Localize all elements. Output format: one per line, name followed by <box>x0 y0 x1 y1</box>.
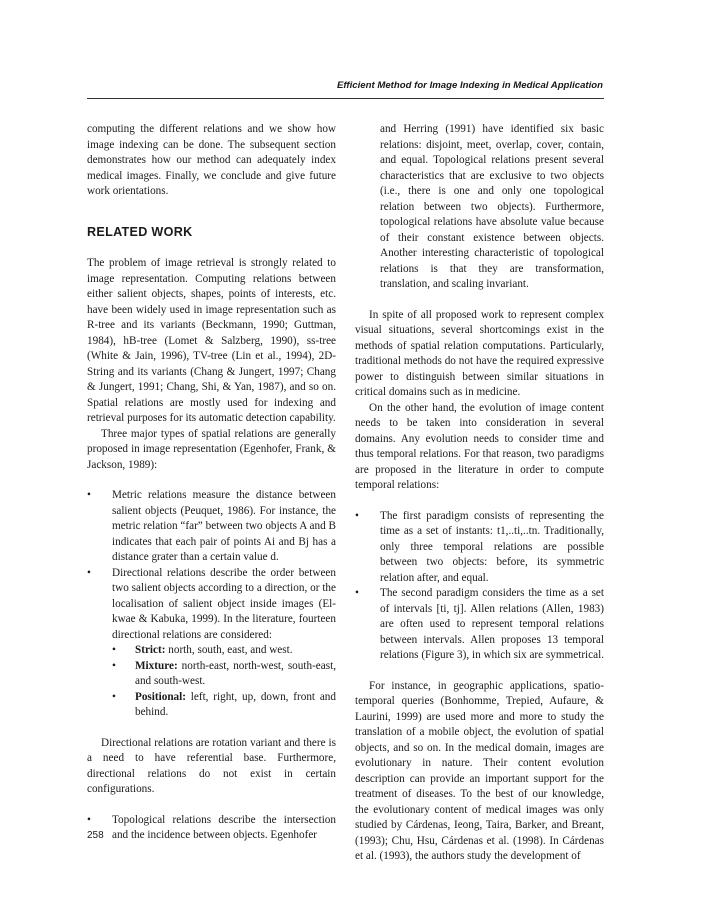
section-heading: RELATED WORK <box>87 224 193 239</box>
term-text: left, right, up, down, front and behind. <box>135 690 336 718</box>
bullet-text: The first paradigm consists of representing the time as a set of instants: t1,..ti,..tn. Traditionally, only three temporal relations are possible between two objects: before, its symmetric relation after, and equal. <box>380 509 604 584</box>
bullet-icon: • <box>87 566 91 579</box>
paragraph: Three major types of spatial relations are generally proposed in image representation (Egenhofer, Frank, & Jackson, 1989): <box>87 427 336 471</box>
term-label: Positional: <box>135 690 186 703</box>
sub-bullet-item <box>87 643 336 659</box>
intro-paragraph: computing the different relations and we show how image indexing can be done. The subsequent section demonstrates how our method can adequately index medical images. Finally, we conclude and give future work orientations. <box>87 123 336 197</box>
paragraph: Directional relations are rotation variant and there is a need to have referential base. Furthermore, directional relations do not exist in certain configurations. <box>87 736 336 795</box>
right-column <box>355 122 604 865</box>
bullet-text: Directional relations describe the order between two salient objects according to a direction, or the localisation of salient object inside images (El-kwae & Kabuka, 1999). In the literature, fourteen directional relations are considered: <box>112 566 336 641</box>
bullet-icon: • <box>112 644 116 656</box>
bullet-text: Metric relations measure the distance between salient objects (Peuquet, 1986). For instance, the metric relation “far” between two objects A and B indicates that each pair of points Ai and Bj has a distance grater than a certain value d. <box>112 489 336 563</box>
sub-bullet-item <box>87 659 336 690</box>
bullet-icon: • <box>87 813 91 826</box>
page-number: 258 <box>87 830 104 841</box>
term-text: north-east, north-west, south-east, and south-west. <box>135 659 336 687</box>
paragraph: On the other hand, the evolution of image content needs to be taken into consideration in several domains. Any evolution needs to consider time and thus temporal relations. For that reason, two paradigms are proposed in the literature in order to compute temporal relations: <box>355 401 604 491</box>
term-text: north, south, east, and west. <box>165 644 293 656</box>
sub-bullet-item <box>87 690 336 721</box>
paragraph: In spite of all proposed work to represent complex visual situations, several shortcomings exist in the methods of spatial relation computations. Particularly, traditional methods do not have the required expressive power to distinguish between similar situations in critical domains such as in medicine. <box>355 308 604 398</box>
bullet-continuation: and Herring (1991) have identified six basic relations: disjoint, meet, overlap, cover, contain, and equal. Topological relations present several characteristics that are exclusive to two objects (i.e., there is one and only one topological relation between two objects). Furthermore, topological relations have absolute value because of their constant existence between objects. Another interesting characteristic of topological relations is that they are transformation, translation, and scaling invariant. <box>380 123 604 290</box>
running-header: Efficient Method for Image Indexing in Medical Application <box>337 80 603 91</box>
term-label: Mixture: <box>135 659 178 672</box>
bullet-icon: • <box>355 587 359 599</box>
bullet-icon: • <box>112 690 116 703</box>
bullet-icon: • <box>355 509 359 522</box>
paragraph: The problem of image retrieval is strongly related to image representation. Computing relations between either salient objects, shapes, points of interests, etc. have been widely used in image representation such as R-tree and its variants (Beckmann, 1990; Guttman, 1984), hB-tree (Lomet & Salzberg, 1990), ss-tree (White & Jain, 1996), TV-tree (Lin et al., 1994), 2D-String and its variants (Chang & Jungert, 1997; Chang & Jungert, 1991; Chang, Shi, & Yan, 1987), and so on. Spatial relations are mostly used for indexing and retrieval purposes for its automatic detection capability. <box>87 257 336 424</box>
term-label: Strict: <box>135 644 166 656</box>
bullet-text: Topological relations describe the intersection and the incidence between objects. Egenhofer <box>112 813 336 841</box>
bullet-item <box>355 509 604 587</box>
bullet-text: The second paradigm considers the time as a set of intervals [ti, tj]. Allen relations (Allen, 1983) are often used to represent temporal relations between intervals. Allen proposes 13 temporal relations (Figure 3), in which six are symmetrical. <box>380 587 605 661</box>
bullet-item <box>87 566 336 644</box>
bullet-icon: • <box>112 659 116 672</box>
header-rule <box>87 98 604 99</box>
bullet-item <box>87 813 336 844</box>
bullet-item <box>87 488 336 566</box>
left-column <box>87 122 336 844</box>
paragraph: For instance, in geographic applications, spatio-temporal queries (Bonhomme, Trepied, Aufaure, & Laurini, 1999) are used more and more to study the translation of a mobile object, the evolution of spatial objects, and so on. In the medical domain, images are evolutionary in nature. Their content evolution description can provide an important support for the treatment of diseases. To the best of our knowledge, the evolutionary content of medical images was only studied by Cárdenas, Ieong, Taira, Barker, and Breant, (1993); Chu, Hsu, Cárdenas et al. (1998). In Cárdenas et al. (1993), the authors study the development of <box>355 679 604 862</box>
bullet-icon: • <box>87 489 91 501</box>
bullet-item <box>355 586 604 664</box>
